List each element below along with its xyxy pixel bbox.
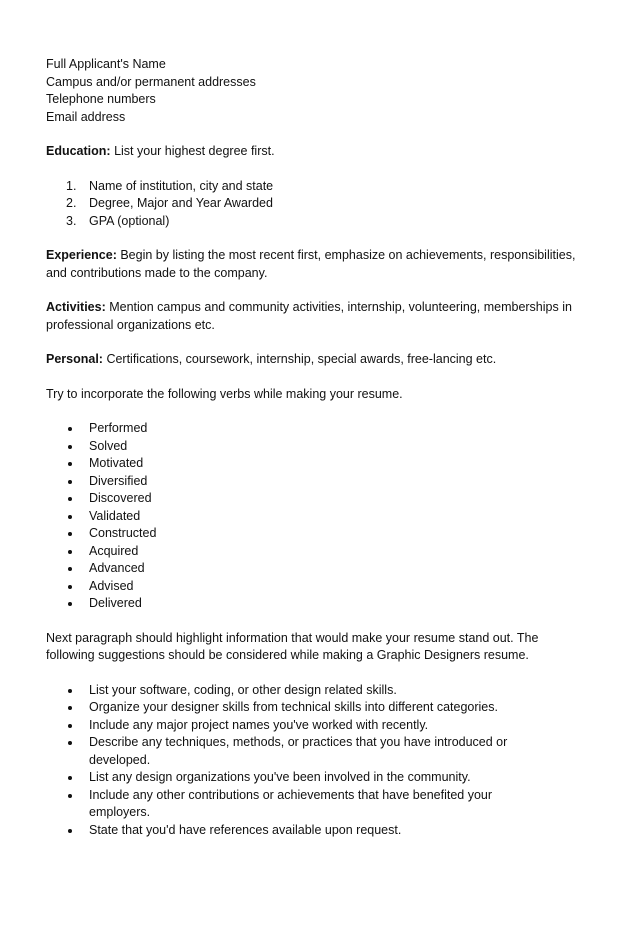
personal-label: Personal: (46, 352, 103, 366)
list-item-text: GPA (optional) (89, 213, 170, 228)
education-list-item (46, 195, 586, 213)
list-item-text: Name of institution, city and state (89, 178, 274, 193)
email-line: Email address (46, 109, 126, 124)
list-number: 2. (66, 196, 77, 210)
suggestion-list-item (46, 822, 546, 840)
suggestion-list-item (46, 682, 546, 700)
education-text: List your highest degree first. (110, 144, 275, 158)
contact-header (46, 56, 586, 126)
verb-text: Constructed (89, 526, 157, 540)
verb-list-item (46, 543, 586, 561)
verb-list-item (46, 473, 586, 491)
verbs-intro: Try to incorporate the following verbs while making your resume. (46, 386, 403, 401)
verb-text: Discovered (89, 491, 152, 505)
experience-label: Experience: (46, 248, 117, 262)
list-item-text: Degree, Major and Year Awarded (89, 196, 273, 210)
bullet-icon (68, 515, 72, 519)
suggestion-list-item (46, 734, 546, 769)
suggestion-text: Describe any techniques, methods, or practices that you have introduced or developed. (89, 735, 508, 767)
suggestion-text: Organize your designer skills from technical skills into different categories. (89, 700, 498, 714)
bullet-icon (68, 776, 72, 780)
bullet-icon (68, 550, 72, 554)
verb-list-item (46, 595, 586, 613)
verb-list-item (46, 420, 586, 438)
list-number: 3. (66, 213, 77, 228)
verbs-list (46, 420, 586, 613)
suggestion-text: Include any major project names you've worked with recently. (89, 717, 429, 732)
verb-list-item (46, 490, 586, 508)
education-list (46, 178, 586, 231)
bullet-icon (68, 724, 72, 728)
suggestion-text: List any design organizations you've been involved in the community. (89, 770, 471, 784)
verb-text: Acquired (89, 543, 139, 558)
document-page (46, 56, 586, 839)
verb-text: Advanced (89, 561, 145, 575)
activities-section (46, 299, 586, 334)
bullet-icon (68, 794, 72, 798)
verb-text: Validated (89, 508, 141, 523)
bullet-icon (68, 480, 72, 484)
verb-list-item (46, 578, 586, 596)
bullet-icon (68, 829, 72, 833)
bullet-icon (68, 585, 72, 589)
bullet-icon (68, 689, 72, 693)
suggestion-text: List your software, coding, or other design related skills. (89, 682, 397, 697)
suggestions-intro: Next paragraph should highlight information that would make your resume stand out. The following suggestions should be considered while making a Graphic Designers resume. (46, 630, 539, 662)
verb-list-item (46, 455, 586, 473)
verb-text: Diversified (89, 473, 148, 488)
experience-text: Begin by listing the most recent first, emphasize on achievements, responsibilities, and contributions made to the company. (46, 248, 576, 280)
education-section (46, 143, 586, 161)
suggestion-list-item (46, 769, 546, 787)
verb-list-item (46, 438, 586, 456)
education-list-item (46, 213, 586, 231)
telephone-line: Telephone numbers (46, 92, 156, 106)
suggestion-list-item (46, 717, 546, 735)
verb-text: Advised (89, 578, 134, 593)
address-line: Campus and/or permanent addresses (46, 74, 256, 89)
bullet-icon (68, 567, 72, 571)
activities-text: Mention campus and community activities, internship, volunteering, memberships in professional organizations etc. (46, 300, 572, 332)
verb-text: Delivered (89, 596, 142, 610)
suggestion-text: State that you'd have references available upon request. (89, 822, 402, 837)
applicant-name-line: Full Applicant's Name (46, 57, 166, 71)
personal-text: Certifications, coursework, internship, special awards, free-lancing etc. (102, 352, 497, 366)
verb-list-item (46, 560, 586, 578)
verb-list-item (46, 525, 586, 543)
verb-text: Motivated (89, 456, 144, 470)
suggestions-list (46, 682, 546, 840)
verb-text: Performed (89, 421, 148, 435)
bullet-icon (68, 706, 72, 710)
suggestion-list-item (46, 787, 546, 822)
bullet-icon (68, 741, 72, 745)
activities-label: Activities: (46, 300, 106, 314)
bullet-icon (68, 602, 72, 606)
bullet-icon (68, 532, 72, 536)
education-label: Education: (46, 144, 111, 158)
bullet-icon (68, 427, 72, 431)
experience-section (46, 247, 586, 282)
bullet-icon (68, 497, 72, 501)
bullet-icon (68, 445, 72, 449)
suggestion-text: Include any other contributions or achievements that have benefited your employers. (89, 787, 493, 819)
education-list-item (46, 178, 586, 196)
bullet-icon (68, 462, 72, 466)
suggestion-list-item (46, 699, 546, 717)
list-number: 1. (66, 178, 77, 193)
personal-section (46, 351, 586, 369)
verb-text: Solved (89, 438, 128, 453)
verb-list-item (46, 508, 586, 526)
